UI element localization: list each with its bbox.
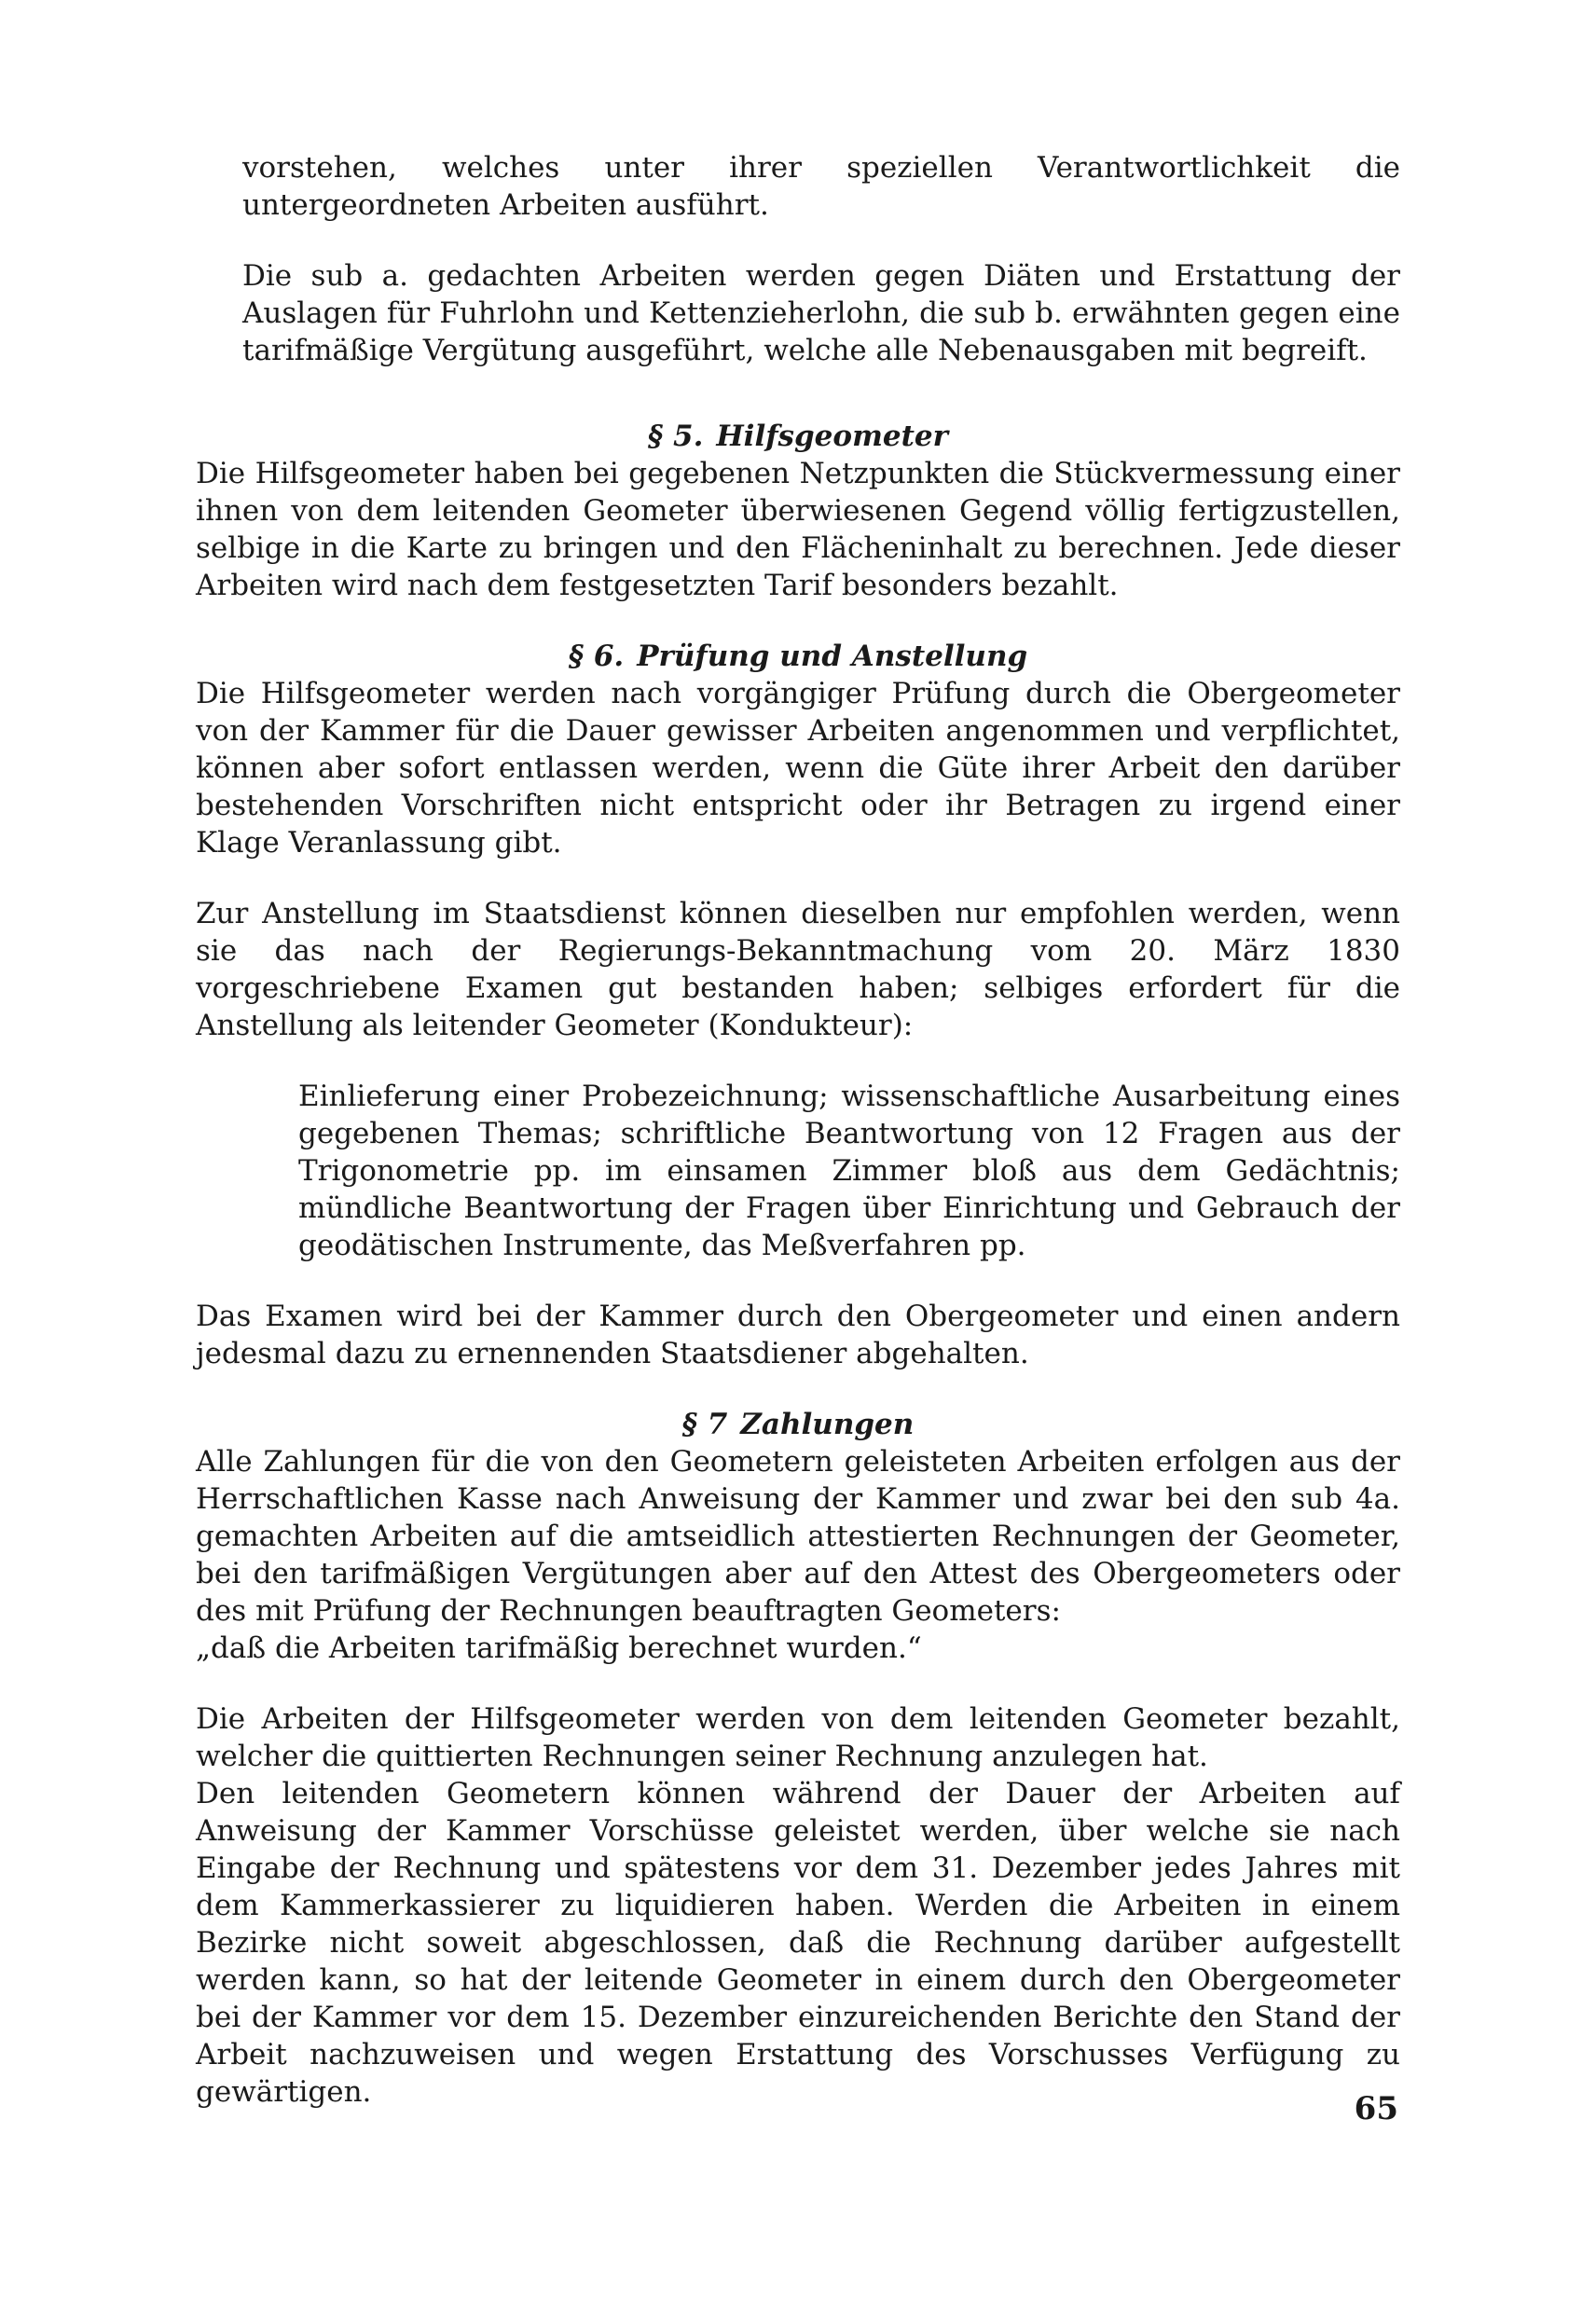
section-heading-6 (196, 638, 1400, 675)
block-quote-examen: Einlieferung einer Probezeichnung; wissenschaftliche Ausarbeitung eines gegebenen Themas; schriftliche Beantwortung von 12 Fragen aus der Trigonometrie pp. im einsamen Zimmer bloß aus dem Gedächtnis; mündliche Beantwortung der Fragen über Einrichtung und Gebrauch der geodätischen Instrumente, das Meßverfahren pp. (298, 1080, 1400, 1262)
paragraph-zahlungen-quote: „daß die Arbeiten tarifmäßig berechnet wurden.“ (196, 1631, 922, 1665)
paragraph-examen: Das Examen wird bei der Kammer durch den Obergeometer und einen andern jedesmal dazu zu ernennenden Staatsdiener abgehalten. (196, 1300, 1400, 1370)
section-symbol: § 7 (681, 1408, 728, 1441)
paragraph-continuation: vorstehen, welches unter ihrer speziellen Verantwortlichkeit die untergeordneten Arbeiten ausführt. (242, 151, 1400, 222)
section-heading-5 (196, 418, 1400, 455)
paragraph-anstellung: Zur Anstellung im Staatsdienst können dieselben nur empfohlen werden, wenn sie das nach der Regierungs-Bekanntmachung vom 20. März 1830 vorgeschriebene Examen gut bestanden haben; selbiges erfordert für die Anstellung als leitender Geometer (Kondukteur): (196, 897, 1400, 1042)
page-body (196, 149, 1400, 2219)
section-heading-7 (196, 1406, 1400, 1443)
paragraph-pruefung: Die Hilfsgeometer werden nach vorgängiger Prüfung durch die Obergeometer von der Kammer für die Dauer gewisser Arbeiten angenommen und verpflichtet, können aber sofort entlassen werden, wenn die Güte ihrer Arbeit den darüber bestehenden Vorschriften nicht entspricht oder ihr Betragen zu irgend einer Klage Veranlassung gibt. (196, 677, 1400, 860)
section-title: Hilfsgeometer (716, 420, 948, 453)
paragraph-zahlungen: Alle Zahlungen für die von den Geometern geleisteten Arbeiten erfolgen aus der Herrschaftlichen Kasse nach Anweisung der Kammer und zwar bei den sub 4a. gemachten Arbeiten auf die amtseidlich attestierten Rechnungen der Geometer, bei den tarifmäßigen Vergütungen aber auf den Attest des Obergeometers oder des mit Prüfung der Rechnungen beauftragten Geometers: (196, 1445, 1400, 1628)
paragraph-vorschuesse: Den leitenden Geometern können während der Dauer der Arbeiten auf Anweisung der Kammer Vorschüsse geleistet werden, über welche sie nach Eingabe der Rechnung und spätestens vor dem 31. Dezember jedes Jahres mit dem Kammerkassierer zu liquidieren haben. Werden die Arbeiten in einem Bezirke nicht soweit abgeschlossen, daß die Rechnung darüber aufgestellt werden kann, so hat der leitende Geometer in einem durch den Obergeometer bei der Kammer vor dem 15. Dezember einzureichenden Berichte den Stand der Arbeit nachzuweisen und wegen Erstattung des Vorschusses Verfügung zu gewärtigen. (196, 1777, 1400, 2109)
paragraph-hilfsgeometer-bezahlung: Die Arbeiten der Hilfsgeometer werden von dem leitenden Geometer bezahlt, welcher die quittierten Rechnungen seiner Rechnung anzulegen hat. (196, 1702, 1400, 1773)
paragraph-hilfsgeometer: Die Hilfsgeometer haben bei gegebenen Netzpunkten die Stückvermessung einer ihnen von dem leitenden Geometer überwiesenen Gegend völlig fertigzustellen, selbige in die Karte zu bringen und den Flächeninhalt zu berechnen. Jede dieser Arbeiten wird nach dem festgesetzten Tarif besonders bezahlt. (196, 457, 1400, 602)
section-symbol: § 6. (568, 640, 625, 673)
paragraph-wages: Die sub a. gedachten Arbeiten werden gegen Diäten und Erstattung der Auslagen für Fuhrlohn und Kettenzieherlohn, die sub b. erwähnten gegen eine tarifmäßige Vergütung ausgeführt, welche alle Nebenausgaben mit begreift. (242, 259, 1400, 367)
section-symbol: § 5. (648, 420, 704, 453)
section-title: Zahlungen (740, 1408, 915, 1441)
page-number: 65 (1354, 2090, 1398, 2127)
section-title: Prüfung und Anstellung (637, 640, 1028, 673)
